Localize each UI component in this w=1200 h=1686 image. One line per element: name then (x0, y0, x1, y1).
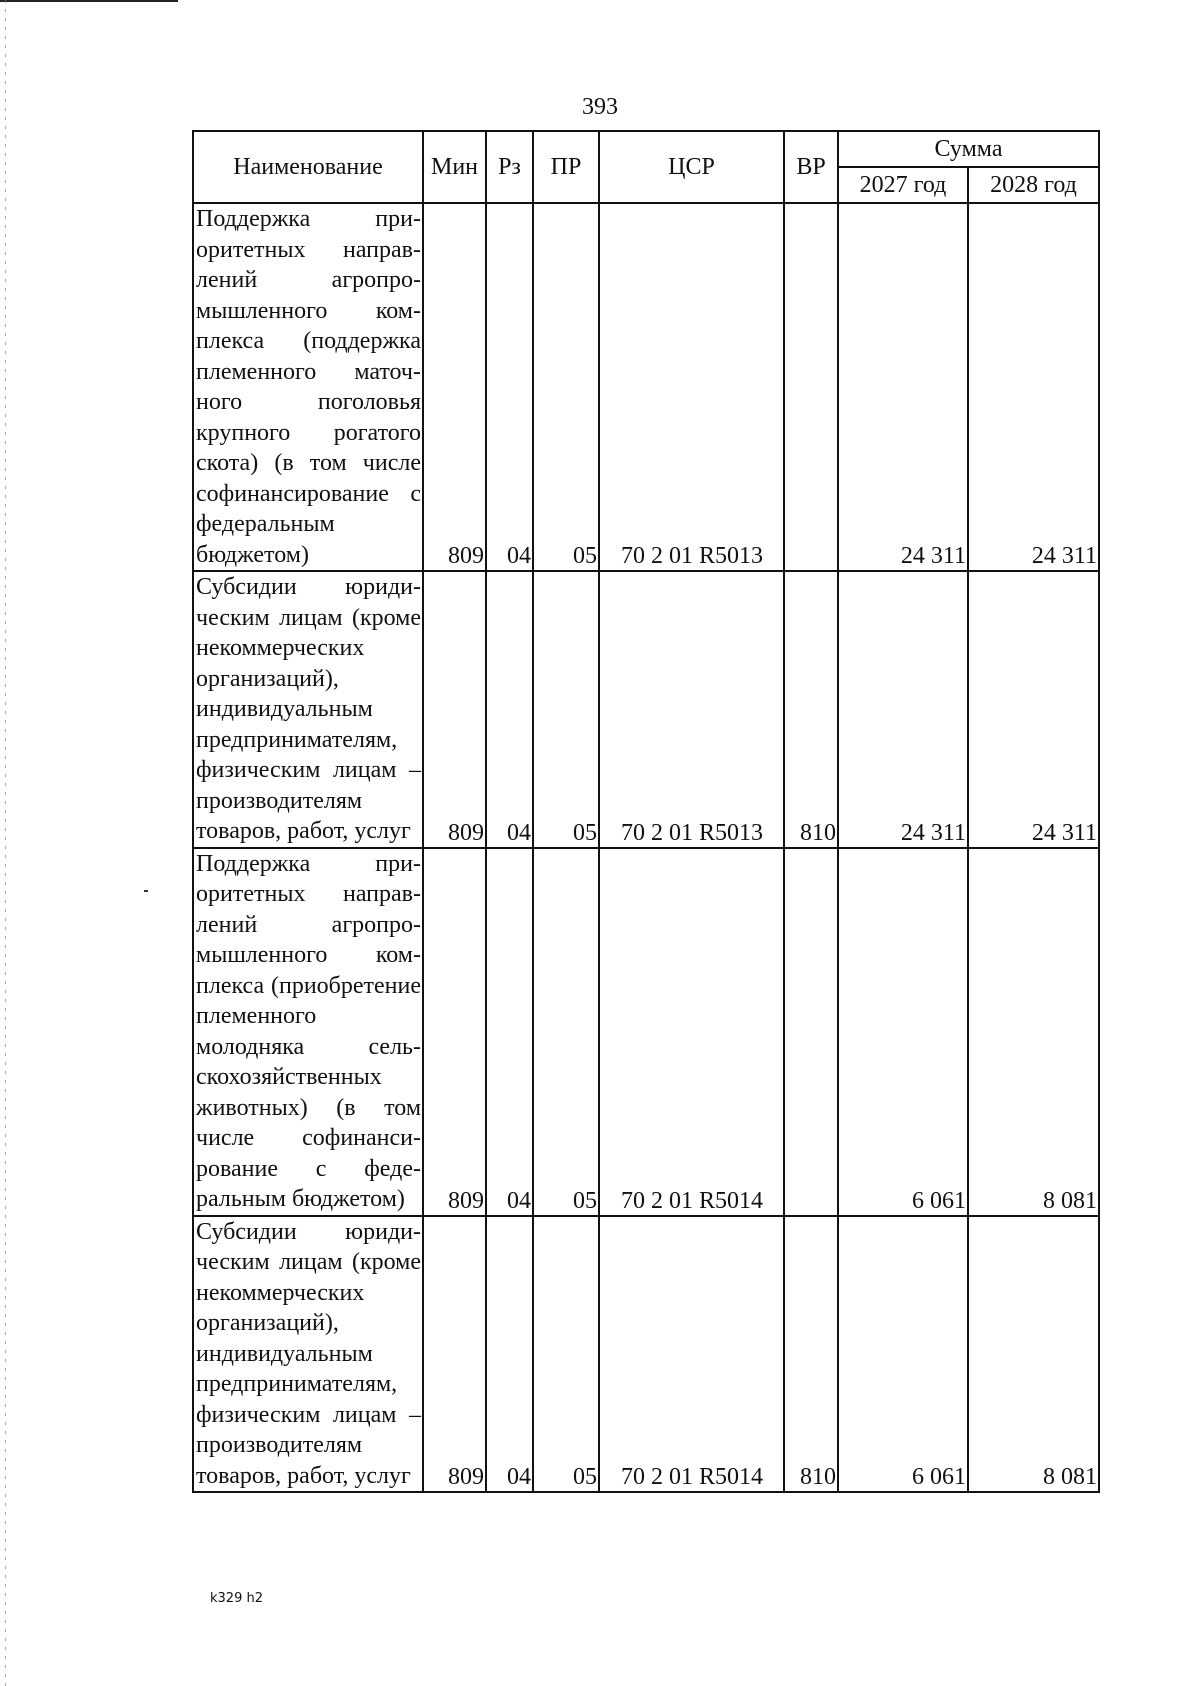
table-row (193, 203, 1099, 571)
scan-dot (144, 890, 148, 892)
header-rz: Рз (486, 131, 533, 203)
header-min: Мин (423, 131, 486, 203)
row-rz: 04 (486, 203, 533, 571)
header-name: Наименование (193, 131, 423, 203)
row-csr: 70 2 01 R5013 (599, 571, 784, 848)
row-min: 809 (423, 1216, 486, 1493)
budget-table (192, 130, 1100, 1493)
row-sum-2028: 8 081 (968, 1216, 1099, 1493)
row-pr: 05 (533, 203, 599, 571)
header-csr: ЦСР (599, 131, 784, 203)
row-sum-2027: 24 311 (838, 571, 968, 848)
document-code: k329 h2 (210, 1591, 263, 1606)
header-year-2028: 2028 год (968, 167, 1099, 203)
row-min: 809 (423, 848, 486, 1216)
table-row (193, 1216, 1099, 1493)
row-sum-2027: 24 311 (838, 203, 968, 571)
header-pr: ПР (533, 131, 599, 203)
row-vr (784, 848, 838, 1216)
header-vr: ВР (784, 131, 838, 203)
page-number: 393 (582, 94, 618, 120)
row-rz: 04 (486, 1216, 533, 1493)
header-row-1 (193, 131, 1099, 167)
row-sum-2027: 6 061 (838, 848, 968, 1216)
row-vr: 810 (784, 571, 838, 848)
scan-edge-top (0, 0, 178, 2)
row-csr: 70 2 01 R5013 (599, 203, 784, 571)
row-name: Субсидии юридическим лицам (кроме некоммерческих организаций), индивидуальным предпринимателям, физическим лицам – производителям товаров, работ, услуг (193, 1216, 423, 1493)
row-name: Поддержка приоритетных направлений агропромышленного комплекса (приобретение племенного молодняка сельскохозяйственных животных) (в том числе софинансирование с федеральным бюджетом) (193, 848, 423, 1216)
table-row (193, 848, 1099, 1216)
row-name: Поддержка приоритетных направлений агропромышленного комплекса (поддержка племенного маточного поголовья крупного рогатого скота) (в том числе софинансирование с федеральным бюджетом) (193, 203, 423, 571)
row-rz: 04 (486, 848, 533, 1216)
row-pr: 05 (533, 848, 599, 1216)
row-pr: 05 (533, 571, 599, 848)
table-row (193, 571, 1099, 848)
row-sum-2028: 24 311 (968, 571, 1099, 848)
scan-edge-left (5, 0, 6, 1686)
row-min: 809 (423, 203, 486, 571)
row-csr: 70 2 01 R5014 (599, 1216, 784, 1493)
row-sum-2027: 6 061 (838, 1216, 968, 1493)
row-csr: 70 2 01 R5014 (599, 848, 784, 1216)
row-name: Субсидии юридическим лицам (кроме некоммерческих организаций), индивидуальным предпринимателям, физическим лицам – производителям товаров, работ, услуг (193, 571, 423, 848)
row-min: 809 (423, 571, 486, 848)
row-vr (784, 203, 838, 571)
row-sum-2028: 8 081 (968, 848, 1099, 1216)
row-vr: 810 (784, 1216, 838, 1493)
row-sum-2028: 24 311 (968, 203, 1099, 571)
row-pr: 05 (533, 1216, 599, 1493)
header-sum: Сумма (838, 131, 1099, 167)
row-rz: 04 (486, 571, 533, 848)
header-year-2027: 2027 год (838, 167, 968, 203)
